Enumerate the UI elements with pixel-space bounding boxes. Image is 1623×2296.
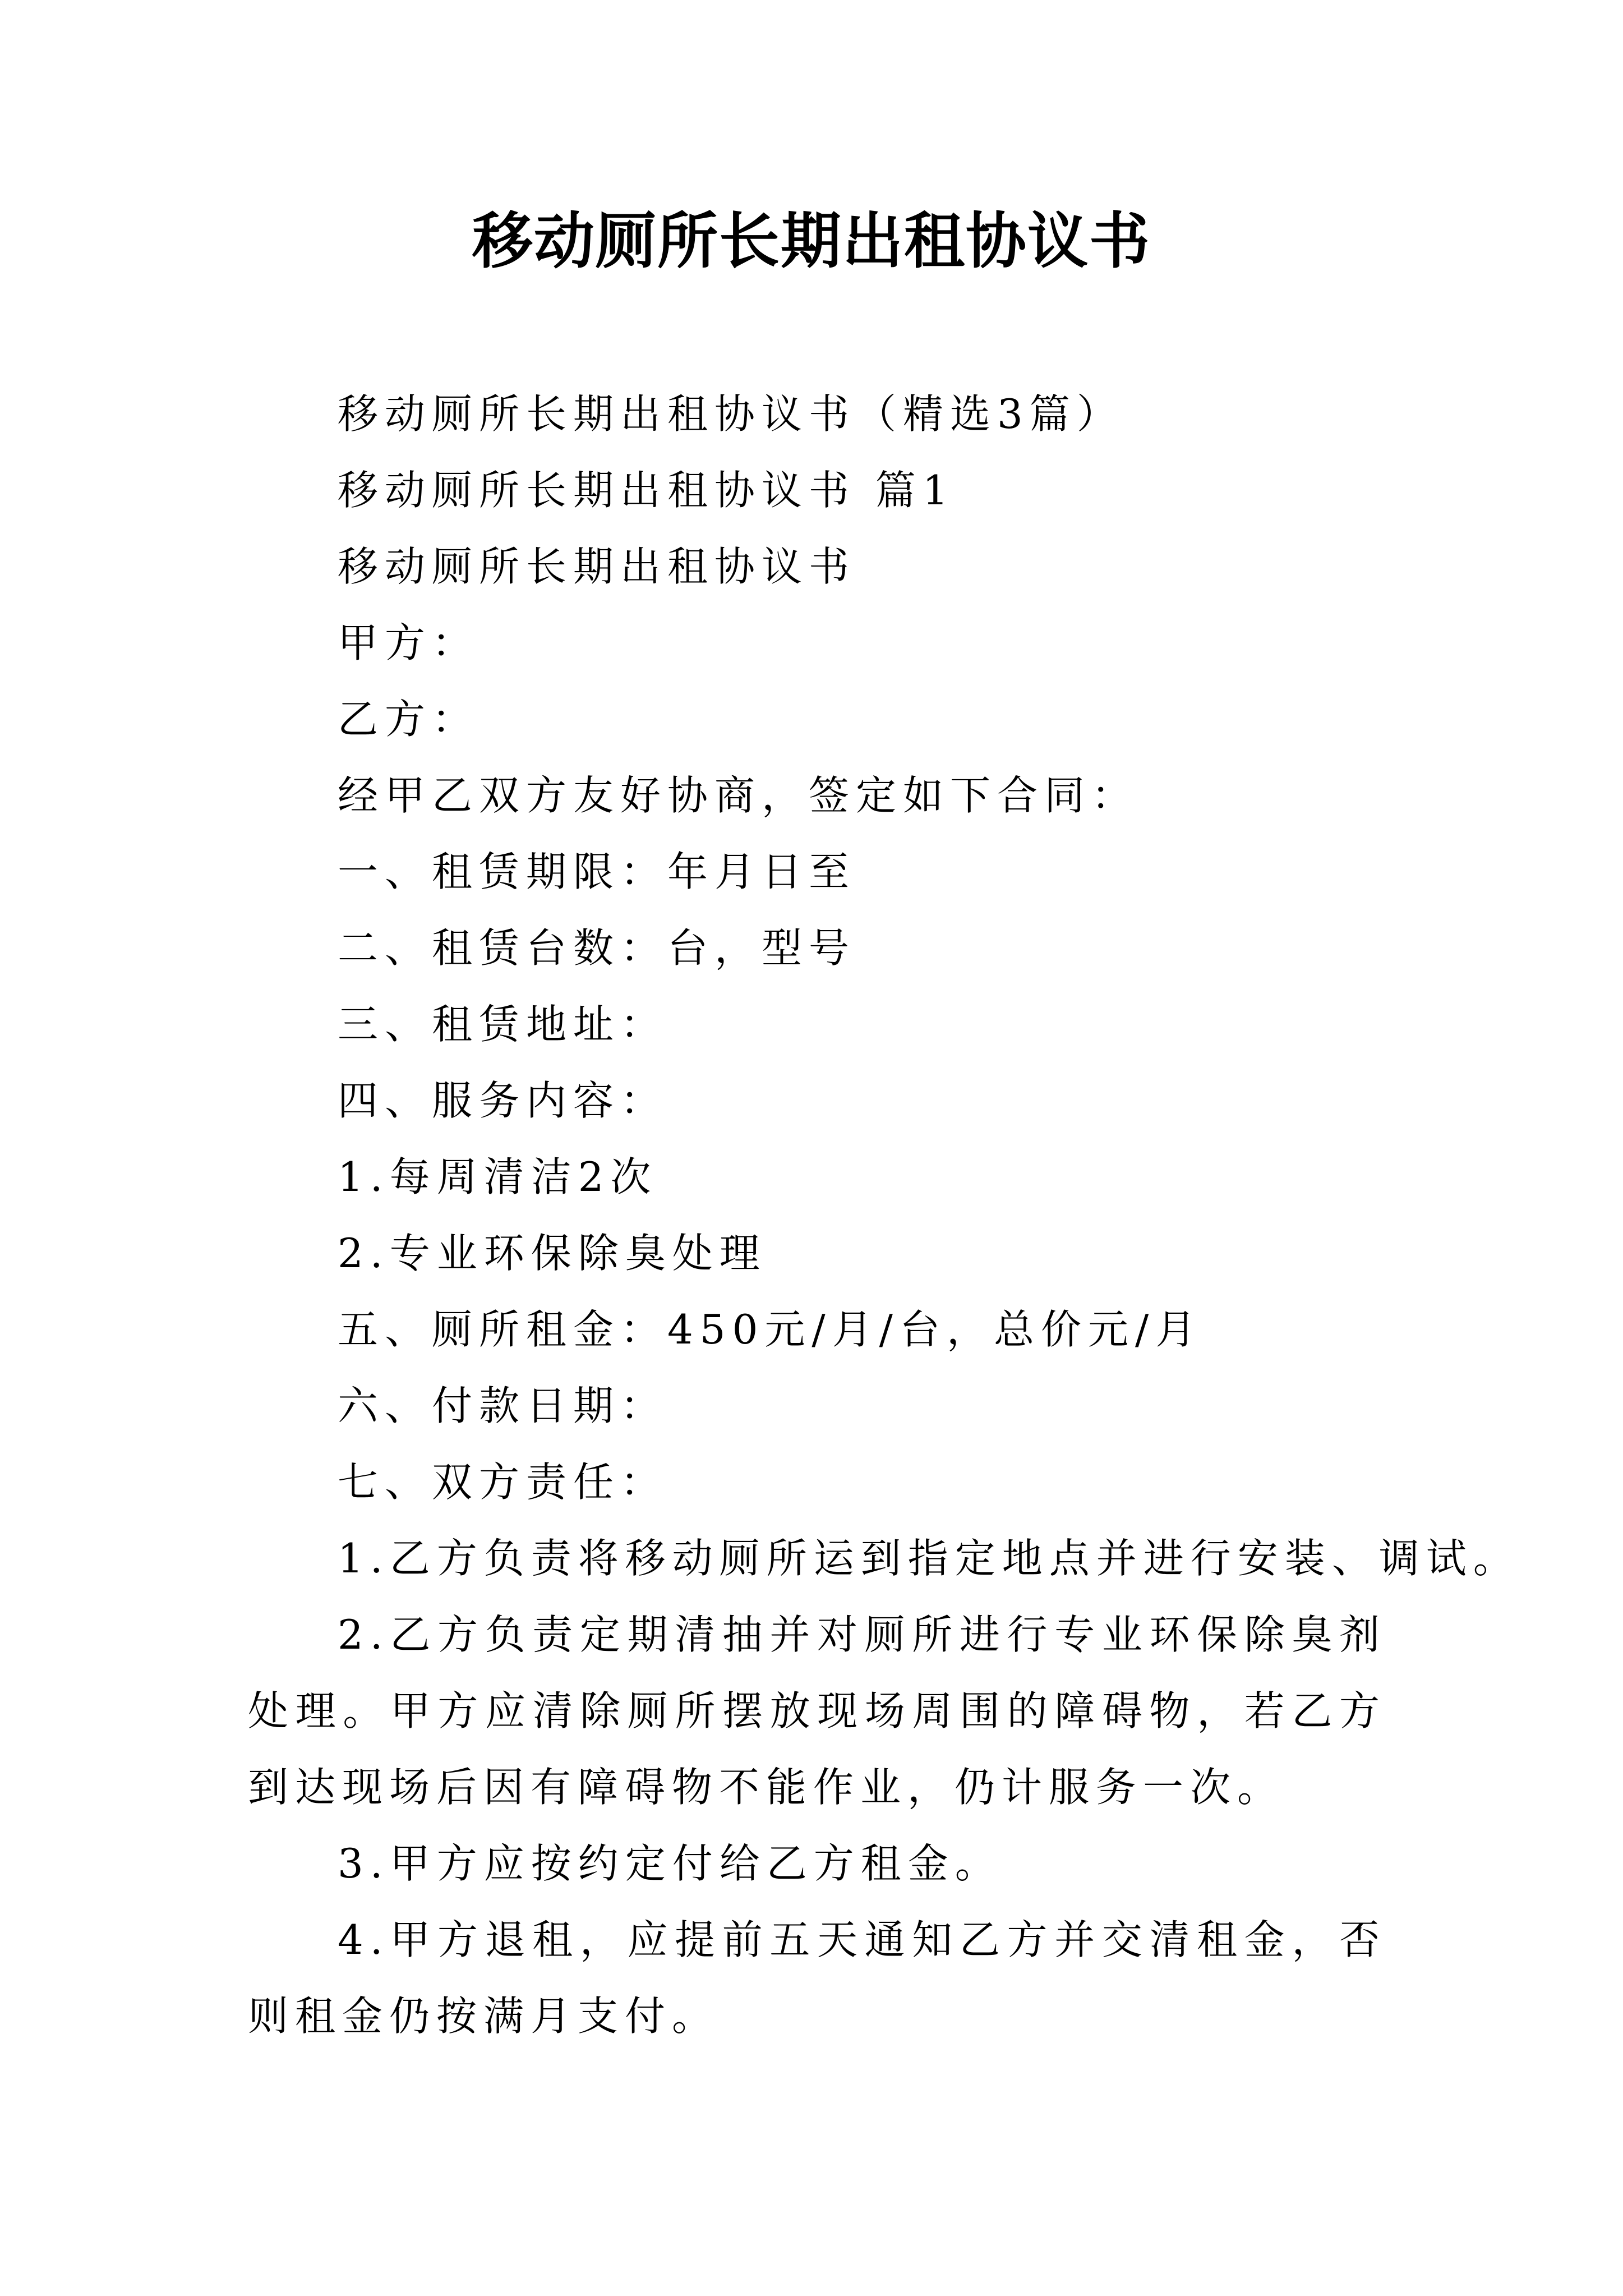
clause-service: 四、服务内容： (338, 1077, 668, 1124)
agreement-name: 移动厕所长期出租协议书 (338, 543, 856, 590)
clause-unit-count: 二、租赁台数：台，型号 (338, 924, 856, 972)
document-title: 移动厕所长期出租协议书 (472, 206, 1151, 277)
document-body (248, 376, 1520, 2054)
responsibility-item-2: 2.乙方负责定期清抽并对厕所进行专业环保除臭剂处理。甲方应清除厕所摆放现场周围的障碍物，若乙方到达现场后因有障碍物不能作业，仍计服务一次。 (248, 1611, 1386, 1811)
responsibility-item-3: 3.甲方应按约定付给乙方租金。 (338, 1840, 1002, 1887)
party-b-line: 乙方： (338, 696, 479, 743)
clause-responsibilities: 七、双方责任： (338, 1458, 668, 1506)
section-heading: 移动厕所长期出租协议书 篇1 (338, 467, 955, 514)
clause-rent: 五、厕所租金：450元/月/台，总价元/月 (338, 1306, 1203, 1353)
intro-line: 经甲乙双方友好协商，签定如下合同： (338, 772, 1139, 819)
party-a-line: 甲方： (338, 619, 479, 666)
responsibility-item-4: 4.甲方退租，应提前五天通知乙方并交清租金，否则租金仍按满月支付。 (248, 1916, 1386, 2040)
service-item-1: 1.每周清洁2次 (338, 1153, 658, 1200)
service-item-2: 2.专业环保除臭处理 (338, 1230, 767, 1277)
responsibility-item-1: 1.乙方负责将移动厕所运到指定地点并进行安装、调试。 (338, 1535, 1520, 1582)
clause-lease-term: 一、租赁期限：年月日至 (338, 848, 856, 895)
clause-payment-date: 六、付款日期： (338, 1382, 668, 1429)
subtitle-line: 移动厕所长期出租协议书（精选3篇） (338, 390, 1124, 438)
clause-address: 三、租赁地址： (338, 1001, 668, 1048)
